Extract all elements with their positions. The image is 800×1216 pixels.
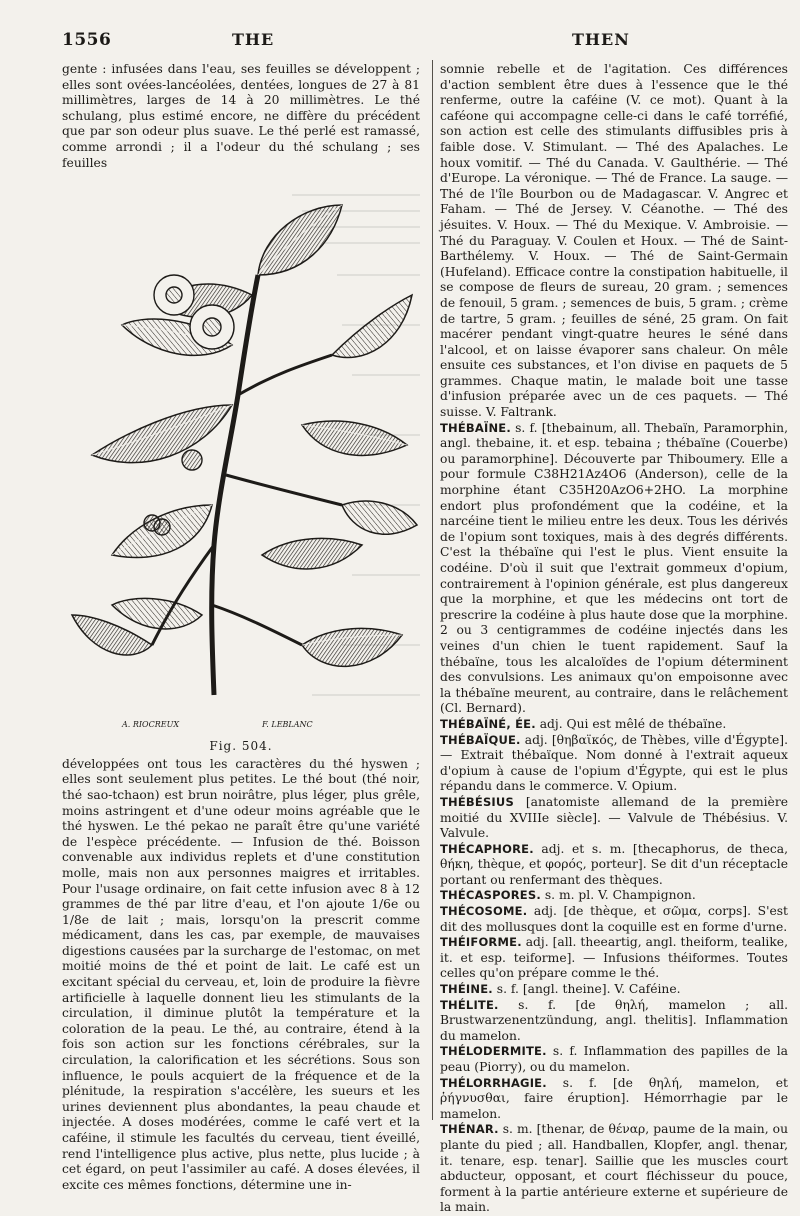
entry-headword: THÉBAÏQUE. xyxy=(440,732,521,747)
page-number: 1556 xyxy=(62,30,112,50)
artist-credit-right: F. LEBLANC xyxy=(262,720,313,730)
column-divider xyxy=(432,60,433,1120)
entry-theine xyxy=(440,982,788,998)
entry-theiforme xyxy=(440,935,788,982)
entry-headword: THÉIFORME. xyxy=(440,935,522,950)
entry-thelodermite xyxy=(440,1044,788,1075)
entry-body: s. f. [de θηλή, mamelon, et ῥήγνυσθαι, faire éruption]. Hémorrhagie par le mamelon. xyxy=(440,1075,788,1121)
entry-headword: THÉINE. xyxy=(440,982,493,997)
left-column-top-text: gente : infusées dans l'eau, ses feuilles se développent ; elles sont ovées-lancéolées, dentées, longues de 27 à 81 millimètres, larges de 14 à 20 millimètres. Le thé schulang, plus estimé encore, ne diffère du précédent que par son odeur plus suave. Le thé perlé est ramassé, comme arrondi ; il a l'odeur du thé schulang ; ses feuilles xyxy=(62,62,420,170)
entry-headword: THÉCASPORES. xyxy=(440,888,541,903)
entry-body: s. m. [thenar, de θέναρ, paume de la main, ou plante du pied ; all. Handballen, Klopfer, angl. thenar, it. tenare, esp. tenar]. Saillie que les muscles court abducteur, opposant, et court fléchisseur du pouce, forment à la partie antérieure externe et supérieure de la main. xyxy=(440,1122,788,1215)
entry-body: adj. [de thèque, et σῶμα, corps]. S'est dit des mollusques dont la coquille est en forme d'urne. xyxy=(440,904,788,934)
entry-headword: THÉCAPHORE. xyxy=(440,841,534,856)
entry-body: s. f. [thebainum, all. Thebaïn, Paramorphin, angl. thebaine, it. et esp. tebaina ; thébaïne (Couerbe) ou paramorphine]. Découverte par Thiboumery. Elle a pour formule C38H21Az4O6 (Anderson), celle de la morphine étant C35H20AzO6+2HO. La morphine endort plus profondément que la codéine, et la narcéine tient le milieu entre les deux. Tous les dérivés de l'opium sont toxiques, mais à des degrés différents. C'est la thébaïne qui l'est le plus. Vient ensuite la codéine. D'où il suit que l'extrait gommeux d'opium, contrairement à l'opinion générale, est plus dangereux que la morphine, et que les médecins ont tort de prescrire la codéine à plus haute dose que la morphine. 2 ou 3 centigrammes de codéine injectés dans les veines d'un chien le tuent rapidement. Sauf la thébaïne, tous les alcaloïdes de l'opium déterminent des convulsions. Les animaux qu'on empoisonne avec la thébaïne meurent, au contraire, dans le relâchement (Cl. Bernard). xyxy=(440,420,788,716)
entry-thebesius xyxy=(440,795,788,842)
entry-body: s. m. pl. V. Champignon. xyxy=(540,888,696,903)
entry-body: adj. [θηβαϊκός, de Thèbes, ville d'Égypte]. — Extrait thébaïque. Nom donné à l'extrait aqueux d'opium à cause de l'opium d'Égypte, qui est le plus répandu dans le commerce. V. Opium. xyxy=(440,732,788,794)
entry-body: [anatomiste allemand de la première moitié du XVIIIe siècle]. — Valvule de Thébésius. V. Valvule. xyxy=(440,794,788,841)
entry-headword: THÉLODERMITE. xyxy=(440,1044,547,1059)
tea-plant-illustration xyxy=(62,175,420,737)
right-running-head: THEN xyxy=(572,30,630,49)
entry-headword: THÉBAÏNÉ, ÉE. xyxy=(440,716,536,731)
entry-headword: THÉBÉSIUS xyxy=(440,794,514,809)
entry-body: s. f. Inflammation des papilles de la peau (Piorry), ou du mamelon. xyxy=(440,1044,788,1074)
entry-thecaspores xyxy=(440,888,788,904)
left-column xyxy=(62,62,420,1193)
right-column-intro: somnie rebelle et de l'agitation. Ces différences d'action semblent être dues à l'essence que le thé renferme, outre la caféine (V. ce mot). Quant à la caféone qui accompagne celle-ci dans le café torréfié, son action est celle des stimulants diffusibles pris à faible dose. V. Stimulant. — Thé des Apalaches. Le houx vomitif. — Thé du Canada. V. Gaulthérie. — Thé d'Europe. La véronique. — Thé de France. La sauge. — Thé de l'île Bourbon ou de Madagascar. V. Angrec et Faham. — Thé de Jersey. V. Céanothe. — Thé des jésuites. V. Houx. — Thé du Mexique. V. Ambroisie. — Thé du Paraguay. V. Coulen et Houx. — Thé de Saint-Barthélemy. V. Houx. — Thé de Saint-Germain (Hufeland). Efficace contre la constipation habituelle, il se compose de fleurs de sureau, 20 gram. ; semences de fenouil, 5 gram. ; semences de buis, 5 gram. ; crème de tartre, 5 gram. ; feuilles de séné, 25 gram. On fait macérer pendant vingt-quatre heures le séné dans l'alcool, et on laisse évaporer sans chaleur. On mêle ensuite ces substances, et l'on divise en paquets de 5 grammes. Chaque matin, le malade boit une tasse d'infusion préparée avec un de ces paquets. — Thé suisse. V. Faltrank. xyxy=(440,62,788,420)
entry-thebaine-ee xyxy=(440,717,788,733)
entry-body: s. f. [de θηλή, mamelon ; all. Brustwarzenentzündung, angl. thelitis]. Inflammation du mamelon. xyxy=(440,997,788,1043)
right-column xyxy=(440,62,788,1216)
entry-body: adj. et s. m. [thecaphorus, de theca, θήκη, thèque, et φορός, porteur]. Se dit d'un réceptacle portant ou renfermant des thèques. xyxy=(440,841,788,887)
tea-branch-engraving xyxy=(62,175,420,737)
entry-headword: THÉLITE. xyxy=(440,997,499,1012)
entry-thecaphore xyxy=(440,842,788,889)
entry-thebaine xyxy=(440,421,788,717)
figure-caption: Fig. 504. xyxy=(209,739,273,754)
entry-thelite xyxy=(440,998,788,1045)
left-running-head: THE xyxy=(232,30,275,49)
entry-body: s. f. [angl. theine]. V. Caféine. xyxy=(492,982,681,997)
entry-headword: THÉBAÏNE. xyxy=(440,420,511,435)
entry-thelorrhagie xyxy=(440,1076,788,1123)
entry-headword: THÉLORRHAGIE. xyxy=(440,1075,547,1090)
entry-headword: THÉCOSOME. xyxy=(440,904,528,919)
entry-headword: THÉNAR. xyxy=(440,1122,499,1137)
entry-body: adj. [all. theeartig, angl. theiform, tealike, it. et esp. teiforme]. — Infusions théiformes. Toutes celles qu'on prépare comme le thé. xyxy=(440,935,788,981)
artist-credit-left: A. RIOCREUX xyxy=(122,720,180,730)
left-column-bottom-text: développées ont tous les caractères du thé hyswen ; elles sont seulement plus petites. Le thé bout (thé noir, thé sao-tchaon) est brun noirâtre, plus léger, plus grêle, moins astringent et d'une odeur moins agréable que le thé hyswen. Le thé pekao ne paraît être qu'une variété de l'espèce précédente. — Infusion de thé. Boisson convenable aux individus replets et d'une constitution molle, mais non aux personnes maigres et irritables. Pour l'usage ordinaire, on fait cette infusion avec 8 à 12 grammes de thé par litre d'eau, et l'on ajoute 1/6e ou 1/8e de lait ; mais, lorsqu'on la prescrit comme médicament, dans les cas, par exemple, de mauvaises digestions causées par la surcharge de l'estomac, on met moitié moins de thé et point de lait. Le café est un excitant spécial du cerveau, et, loin de produire la fièvre artificielle à laquelle donnent lieu les stimulants de la circulation, il diminue plutôt la température et la coloration de la peau. Le thé, au contraire, étend à la fois son action sur les fonctions cérébrales, sur la circulation, la calorification et les sécrétions. Sous son influence, le pouls acquiert de la fréquence et de la plénitude, la respiration s'accélère, les sueurs et les urines deviennent plus abondantes, la peau chaude et injectée. A doses modérées, comme le café vert et la caféine, il stimule les facultés du cerveau, tient éveillé, rend l'intelligence plus active, plus nette, plus lucide ; à cet égard, on peut l'assimiler au café. A doses élevées, il excite ces mêmes fonctions, détermine une in- xyxy=(62,756,420,1192)
entry-body: adj. Qui est mêlé de thébaïne. xyxy=(535,716,727,731)
running-header xyxy=(62,30,780,56)
entry-thebaique xyxy=(440,733,788,795)
entry-thenar xyxy=(440,1122,788,1216)
entry-thecosome xyxy=(440,904,788,935)
